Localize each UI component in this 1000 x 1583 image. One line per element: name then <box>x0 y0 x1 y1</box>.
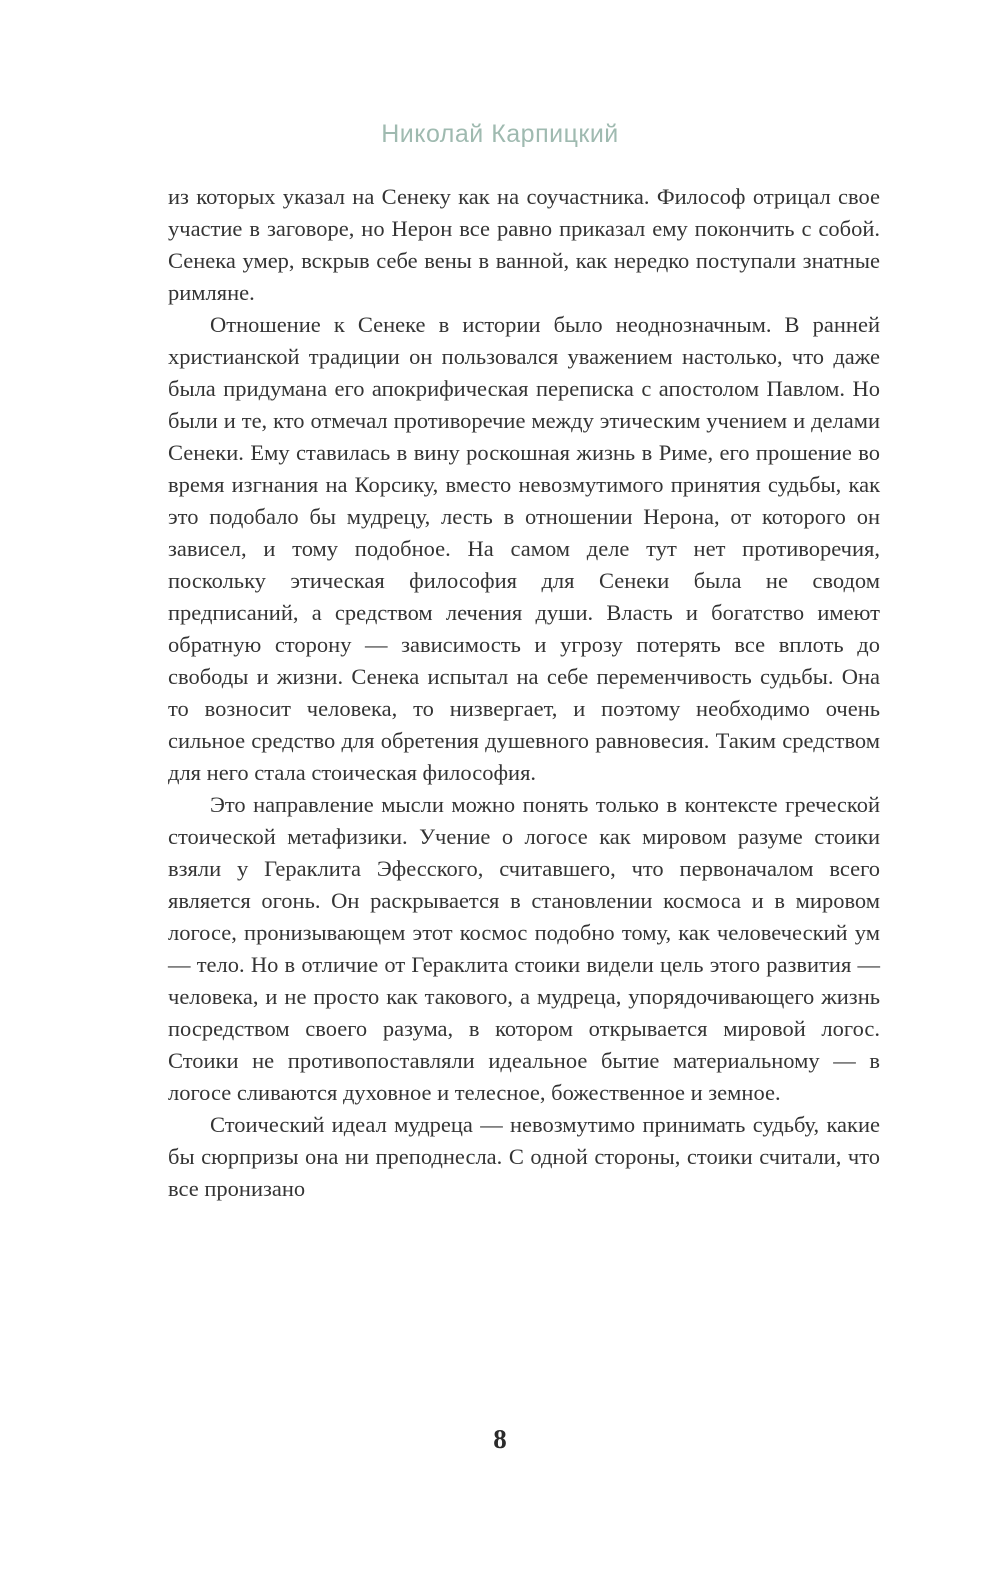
paragraph: Стоический идеал мудреца — невозмутимо принимать судьбу, какие бы сюрпризы она ни преподнесла. С одной стороны, стоики считали, что все пронизано <box>168 1112 880 1201</box>
page-body <box>168 181 880 1205</box>
paragraph: из которых указал на Сенеку как на соучастника. Философ отрицал свое участие в заговоре, но Нерон все равно приказал ему покончить с собой. Сенека умер, вскрыв себе вены в ванной, как нередко поступали знатные римляне. <box>168 184 880 305</box>
paragraph: Это направление мысли можно понять только в контексте греческой стоической метафизики. Учение о логосе как мировом разуме стоики взяли у Гераклита Эфесского, считавшего, что первоначалом всего является огонь. Он раскрывается в становлении космоса и в мировом логосе, пронизывающем этот космос подобно тому, как человеческий ум — тело. Но в отличие от Гераклита стоики видели цель этого развития — человека, и не просто как такового, а мудреца, упорядочивающего жизнь посредством своего разума, в котором открывается мировой логос. Стоики не противопоставляли идеальное бытие материальному — в логосе сливаются духовное и телесное, божественное и земное. <box>168 792 880 1105</box>
paragraph: Отношение к Сенеке в истории было неоднозначным. В ранней христианской традиции он пользовался уважением настолько, что даже была придумана его апокрифическая переписка с апостолом Павлом. Но были и те, кто отмечал противоречие между этическим учением и делами Сенеки. Ему ставилась в вину роскошная жизнь в Риме, его прошение во время изгнания на Корсику, вместо невозмутимого принятия судьбы, как это подобало бы мудрецу, лесть в отношении Нерона, от которого он зависел, и тому подобное. На самом деле тут нет противоречия, поскольку этическая философия для Сенеки была не сводом предписаний, а средством лечения души. Власть и богатство имеют обратную сторону — зависимость и угрозу потерять все вплоть до свободы и жизни. Сенека испытал на себе переменчивость судьбы. Она то возносит человека, то низвергает, и поэтому необходимо очень сильное средство для обретения душевного равновесия. Таким средством для него стала стоическая философия. <box>168 312 880 785</box>
running-header-author: Николай Карпицкий <box>381 120 619 148</box>
page-number: 8 <box>493 1424 507 1454</box>
